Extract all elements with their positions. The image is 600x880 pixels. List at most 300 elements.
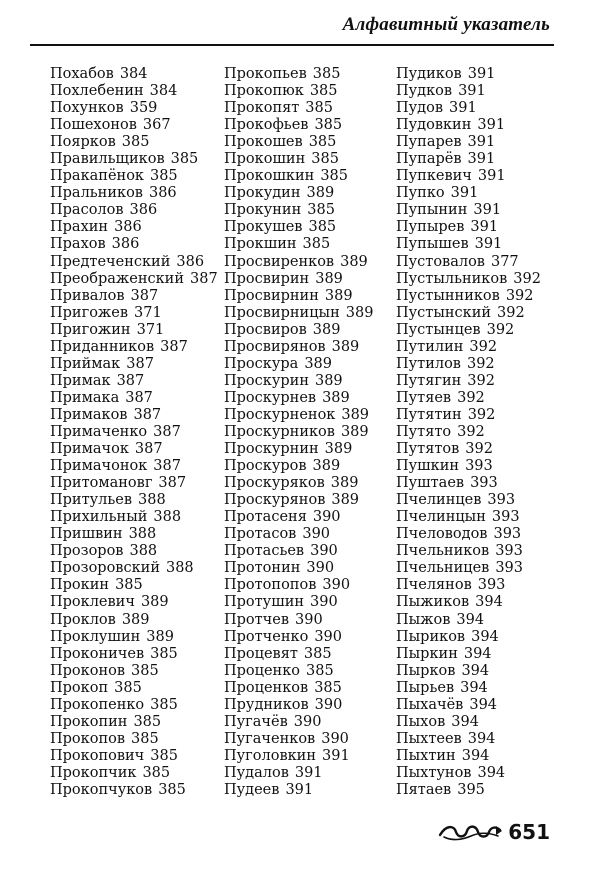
entry-surname: Проценков	[224, 679, 309, 696]
entry-page-number: 395	[457, 781, 485, 798]
entry-surname: Просвиренков	[224, 253, 335, 270]
entry-page-number: 387	[116, 372, 145, 389]
entry-surname: Пыхов	[396, 713, 446, 730]
index-entry	[50, 134, 218, 151]
entry-page-number: 392	[497, 304, 525, 321]
entry-page-number: 387	[153, 423, 181, 440]
entry-surname: Проклевич	[50, 594, 135, 611]
entry-page-number: 390	[314, 696, 343, 713]
entry-page-number: 389	[324, 287, 353, 304]
entry-surname: Пыхтунов	[396, 764, 472, 781]
index-entry	[50, 288, 218, 305]
entry-surname: Пригожин	[50, 321, 131, 338]
entry-page-number: 384	[149, 83, 178, 100]
index-entry	[224, 663, 373, 680]
index-entry	[50, 577, 218, 594]
index-entry	[396, 663, 541, 680]
entry-page-number: 394	[469, 696, 498, 713]
index-entry	[224, 185, 373, 202]
index-entry	[224, 424, 373, 441]
entry-surname: Путятин	[396, 406, 462, 423]
entry-page-number: 389	[340, 253, 368, 270]
entry-page-number: 391	[294, 764, 323, 781]
index-entry	[396, 748, 541, 765]
entry-surname: Протасьев	[224, 543, 305, 560]
index-entry	[50, 219, 218, 236]
index-entry	[50, 560, 218, 577]
index-entry	[224, 339, 373, 356]
entry-surname: Пчелинцын	[396, 509, 486, 526]
entry-surname: Поярков	[50, 134, 116, 151]
index-entry	[50, 117, 218, 134]
entry-page-number: 387	[190, 270, 218, 287]
entry-page-number: 392	[513, 270, 541, 287]
index-entry	[50, 748, 218, 765]
index-entry	[224, 765, 373, 782]
index-entry	[224, 646, 373, 663]
entry-surname: Прихильный	[50, 509, 148, 526]
entry-page-number: 393	[495, 560, 524, 577]
entry-surname: Пупынин	[396, 202, 468, 219]
entry-page-number: 394	[467, 730, 496, 747]
entry-page-number: 385	[115, 577, 143, 594]
index-entry	[50, 594, 218, 611]
index-entry	[50, 83, 218, 100]
index-entry	[224, 560, 373, 577]
index-entry	[224, 373, 373, 390]
entry-page-number: 385	[150, 645, 178, 662]
entry-page-number: 390	[321, 730, 349, 747]
index-entry	[224, 271, 373, 288]
entry-surname: Пудалов	[224, 764, 289, 781]
entry-page-number: 391	[285, 781, 314, 798]
entry-surname: Проскурин	[224, 372, 309, 389]
entry-page-number: 391	[477, 168, 506, 185]
entry-surname: Пуштаев	[396, 475, 465, 492]
entry-surname: Пудовкин	[396, 117, 472, 134]
entry-page-number: 385	[308, 134, 337, 151]
entry-surname: Проскурнев	[224, 389, 317, 406]
entry-page-number: 391	[474, 236, 503, 253]
index-entry	[224, 254, 373, 271]
entry-surname: Процевят	[224, 645, 298, 662]
entry-surname: Примака	[50, 389, 120, 406]
index-column-2	[224, 66, 373, 799]
entry-page-number: 391	[467, 134, 496, 151]
entry-surname: Похунков	[50, 100, 124, 117]
index-entry	[50, 731, 218, 748]
entry-page-number: 394	[477, 764, 506, 781]
entry-surname: Проскурненок	[224, 406, 336, 423]
entry-page-number: 385	[305, 100, 333, 117]
index-entry	[224, 134, 373, 151]
index-entry	[224, 407, 373, 424]
entry-surname: Проскуряков	[224, 475, 325, 492]
entry-page-number: 393	[487, 492, 516, 509]
entry-page-number: 385	[131, 662, 159, 679]
index-entry	[224, 492, 373, 509]
index-entry	[396, 782, 541, 799]
entry-surname: Протасов	[224, 526, 297, 543]
entry-page-number: 394	[456, 611, 485, 628]
index-entry	[396, 577, 541, 594]
entry-page-number: 392	[467, 372, 495, 389]
index-entry	[224, 543, 373, 560]
entry-page-number: 392	[465, 441, 493, 458]
index-entry	[50, 322, 218, 339]
entry-surname: Пудиков	[396, 66, 462, 82]
index-entry	[224, 390, 373, 407]
entry-surname: Пустовалов	[396, 253, 485, 270]
index-entry	[396, 254, 541, 271]
entry-surname: Пошехонов	[50, 117, 137, 134]
entry-surname: Прокофьев	[224, 117, 309, 134]
index-entry	[224, 441, 373, 458]
index-entry	[396, 236, 541, 253]
entry-surname: Протченко	[224, 628, 309, 645]
entry-surname: Пчелянов	[396, 577, 472, 594]
index-entry	[396, 407, 541, 424]
entry-page-number: 385	[320, 168, 349, 185]
entry-surname: Пудков	[396, 83, 453, 100]
entry-page-number: 389	[324, 441, 353, 458]
index-entry	[224, 782, 373, 799]
index-entry	[50, 646, 218, 663]
entry-surname: Примаков	[50, 406, 128, 423]
entry-surname: Путилин	[396, 338, 464, 355]
entry-surname: Прокопьев	[224, 66, 307, 82]
entry-page-number: 391	[470, 219, 499, 236]
entry-page-number: 386	[176, 253, 205, 270]
entry-surname: Пригожев	[50, 304, 129, 321]
index-entry	[224, 168, 373, 185]
entry-surname: Пырков	[396, 662, 456, 679]
index-entry	[224, 629, 373, 646]
entry-surname: Пуголовкин	[224, 747, 316, 764]
entry-page-number: 391	[322, 747, 350, 764]
entry-surname: Протасеня	[224, 509, 307, 526]
entry-page-number: 392	[469, 338, 498, 355]
entry-page-number: 391	[458, 83, 486, 100]
index-entry	[396, 202, 541, 219]
entry-page-number: 389	[312, 321, 341, 338]
entry-surname: Пудеев	[224, 781, 280, 798]
entry-page-number: 389	[322, 389, 350, 406]
index-entry	[50, 714, 218, 731]
index-entry	[224, 475, 373, 492]
index-entry	[224, 612, 373, 629]
index-entry	[396, 680, 541, 697]
index-entry	[50, 254, 218, 271]
entry-page-number: 390	[314, 628, 342, 645]
index-entry	[396, 305, 541, 322]
entry-page-number: 388	[138, 492, 166, 509]
entry-surname: Прокопят	[224, 100, 300, 117]
entry-surname: Пыжиков	[396, 594, 470, 611]
entry-surname: Прозоров	[50, 543, 124, 560]
index-entry	[50, 407, 218, 424]
entry-surname: Прахин	[50, 219, 109, 236]
index-entry	[50, 663, 218, 680]
entry-page-number: 392	[466, 355, 495, 372]
index-entry	[224, 748, 373, 765]
entry-page-number: 377	[490, 253, 519, 270]
entry-page-number: 393	[465, 458, 493, 475]
entry-surname: Проконов	[50, 662, 126, 679]
entry-page-number: 393	[470, 475, 498, 492]
entry-surname: Прозоровский	[50, 560, 160, 577]
index-column-1	[50, 66, 218, 799]
entry-surname: Протонин	[224, 560, 301, 577]
entry-surname: Приймак	[50, 355, 121, 372]
entry-surname: Пустынский	[396, 304, 492, 321]
entry-surname: Путятов	[396, 441, 460, 458]
index-entry	[50, 373, 218, 390]
entry-surname: Пыжов	[396, 611, 451, 628]
entry-surname: Прокопчуков	[50, 781, 153, 798]
entry-page-number: 389	[341, 406, 370, 423]
entry-page-number: 388	[128, 526, 157, 543]
entry-surname: Прокопюк	[224, 83, 304, 100]
entry-surname: Прасолов	[50, 202, 124, 219]
entry-surname: Проскуров	[224, 458, 307, 475]
entry-surname: Прокудин	[224, 185, 301, 202]
entry-page-number: 359	[129, 100, 158, 117]
index-entry	[50, 271, 218, 288]
entry-surname: Путяев	[396, 389, 452, 406]
index-entry	[224, 117, 373, 134]
index-entry	[396, 629, 541, 646]
swirl-ornament-icon	[438, 821, 504, 843]
entry-surname: Просвирянов	[224, 338, 326, 355]
entry-page-number: 387	[130, 287, 159, 304]
entry-page-number: 390	[310, 543, 338, 560]
entry-page-number: 386	[111, 236, 140, 253]
index-column-3	[396, 66, 541, 799]
entry-surname: Прокопенко	[50, 696, 145, 713]
index-entry	[396, 714, 541, 731]
index-entry	[396, 424, 541, 441]
entry-page-number: 393	[495, 543, 523, 560]
entry-surname: Прахов	[50, 236, 106, 253]
entry-page-number: 387	[160, 338, 188, 355]
index-entry	[396, 390, 541, 407]
entry-surname: Просвиров	[224, 321, 307, 338]
entry-page-number: 394	[471, 628, 499, 645]
entry-surname: Пупкевич	[396, 168, 472, 185]
index-entry	[224, 714, 373, 731]
index-entry	[224, 577, 373, 594]
entry-page-number: 393	[491, 509, 520, 526]
entry-surname: Пустынников	[396, 287, 500, 304]
entry-surname: Путягин	[396, 372, 462, 389]
entry-page-number: 392	[457, 389, 485, 406]
index-entry	[224, 594, 373, 611]
entry-page-number: 389	[306, 185, 335, 202]
index-entry	[50, 151, 218, 168]
entry-page-number: 394	[475, 594, 503, 611]
entry-surname: Правильщиков	[50, 151, 165, 168]
index-entry	[224, 697, 373, 714]
entry-surname: Проценко	[224, 662, 301, 679]
entry-page-number: 389	[345, 304, 374, 321]
entry-page-number: 367	[142, 117, 171, 134]
index-entry	[224, 680, 373, 697]
running-header-title: Алфавитный указатель	[342, 14, 550, 35]
index-entry	[396, 185, 541, 202]
entry-page-number: 394	[451, 713, 479, 730]
index-entry	[396, 458, 541, 475]
index-entry	[396, 339, 541, 356]
entry-surname: Прокин	[50, 577, 110, 594]
entry-surname: Пупарёв	[396, 151, 462, 168]
index-entry	[224, 356, 373, 373]
entry-page-number: 385	[131, 730, 159, 747]
entry-surname: Пупышев	[396, 236, 469, 253]
index-entry	[50, 100, 218, 117]
entry-surname: Путято	[396, 423, 452, 440]
index-entry	[50, 526, 218, 543]
entry-surname: Пришвин	[50, 526, 123, 543]
entry-page-number: 385	[121, 134, 150, 151]
entry-surname: Прокошкин	[224, 168, 315, 185]
entry-surname: Просвирин	[224, 270, 310, 287]
entry-page-number: 387	[125, 389, 153, 406]
index-entry	[396, 168, 541, 185]
index-entry	[396, 66, 541, 83]
index-entry	[224, 236, 373, 253]
entry-page-number: 392	[457, 423, 485, 440]
index-entry	[224, 288, 373, 305]
entry-surname: Пчелинцев	[396, 492, 482, 509]
index-entry	[224, 305, 373, 322]
index-entry	[396, 731, 541, 748]
entry-page-number: 386	[148, 185, 177, 202]
entry-page-number: 392	[467, 406, 496, 423]
entry-surname: Путилов	[396, 355, 461, 372]
index-entry	[396, 151, 541, 168]
index-entry	[50, 202, 218, 219]
entry-surname: Проскурянов	[224, 492, 326, 509]
index-entry	[396, 83, 541, 100]
index-entry	[224, 151, 373, 168]
entry-page-number: 385	[312, 66, 341, 82]
entry-page-number: 385	[142, 764, 171, 781]
index-entry	[50, 492, 218, 509]
entry-page-number: 389	[146, 628, 174, 645]
entry-surname: Пчельницев	[396, 560, 490, 577]
entry-page-number: 385	[311, 151, 339, 168]
entry-page-number: 385	[133, 713, 162, 730]
index-entry	[50, 612, 218, 629]
entry-surname: Предтеченский	[50, 253, 171, 270]
header-rule	[30, 44, 554, 46]
entry-surname: Пупырев	[396, 219, 465, 236]
entry-page-number: 390	[306, 560, 335, 577]
entry-surname: Протопопов	[224, 577, 317, 594]
entry-surname: Прокопович	[50, 747, 145, 764]
entry-page-number: 388	[153, 509, 182, 526]
index-entry	[396, 765, 541, 782]
entry-surname: Пырьев	[396, 679, 455, 696]
index-entry	[224, 322, 373, 339]
page-footer	[438, 820, 550, 844]
index-entry	[396, 441, 541, 458]
entry-surname: Пушкин	[396, 458, 460, 475]
entry-page-number: 391	[477, 117, 506, 134]
entry-surname: Пупко	[396, 185, 445, 202]
entry-page-number: 389	[331, 338, 360, 355]
index-entry	[396, 117, 541, 134]
index-entry	[50, 185, 218, 202]
entry-surname: Примачонок	[50, 458, 148, 475]
index-entry	[224, 83, 373, 100]
entry-surname: Проскурнин	[224, 441, 319, 458]
index-entry	[50, 765, 218, 782]
index-entry	[50, 424, 218, 441]
index-entry	[396, 560, 541, 577]
index-entry	[50, 629, 218, 646]
entry-surname: Прокопов	[50, 730, 126, 747]
entry-surname: Притульев	[50, 492, 132, 509]
entry-page-number: 390	[312, 509, 341, 526]
entry-surname: Прокоп	[50, 679, 109, 696]
entry-page-number: 385	[170, 151, 199, 168]
index-entry	[50, 168, 218, 185]
index-entry	[396, 526, 541, 543]
entry-page-number: 385	[314, 679, 342, 696]
entry-surname: Проклов	[50, 611, 116, 628]
entry-page-number: 391	[467, 151, 496, 168]
entry-page-number: 387	[158, 475, 187, 492]
entry-surname: Пятаев	[396, 781, 452, 798]
entry-surname: Просвирнин	[224, 287, 319, 304]
entry-surname: Прокушев	[224, 219, 303, 236]
entry-surname: Пугаченков	[224, 730, 316, 747]
entry-page-number: 389	[330, 475, 359, 492]
entry-surname: Пчельников	[396, 543, 490, 560]
index-entry	[396, 646, 541, 663]
entry-surname: Проконичев	[50, 645, 145, 662]
index-entry	[396, 219, 541, 236]
entry-page-number: 385	[114, 679, 142, 696]
entry-page-number: 387	[134, 441, 163, 458]
index-entry	[396, 356, 541, 373]
entry-surname: Прокунин	[224, 202, 302, 219]
entry-page-number: 390	[302, 526, 331, 543]
index-entry	[396, 322, 541, 339]
entry-page-number: 387	[126, 355, 154, 372]
entry-page-number: 393	[477, 577, 506, 594]
entry-page-number: 385	[309, 83, 338, 100]
index-entry	[50, 66, 218, 83]
entry-surname: Пыхтеев	[396, 730, 462, 747]
index-entry	[396, 492, 541, 509]
entry-page-number: 385	[306, 662, 334, 679]
entry-page-number: 394	[460, 679, 488, 696]
entry-surname: Примак	[50, 372, 111, 389]
index-entry	[50, 458, 218, 475]
entry-page-number: 389	[340, 423, 369, 440]
entry-page-number: 385	[307, 202, 335, 219]
entry-page-number: 389	[140, 594, 169, 611]
entry-page-number: 385	[314, 117, 343, 134]
index-entry	[396, 288, 541, 305]
entry-page-number: 389	[304, 355, 332, 372]
index-entry	[50, 697, 218, 714]
entry-page-number: 385	[302, 236, 331, 253]
index-entry	[50, 509, 218, 526]
